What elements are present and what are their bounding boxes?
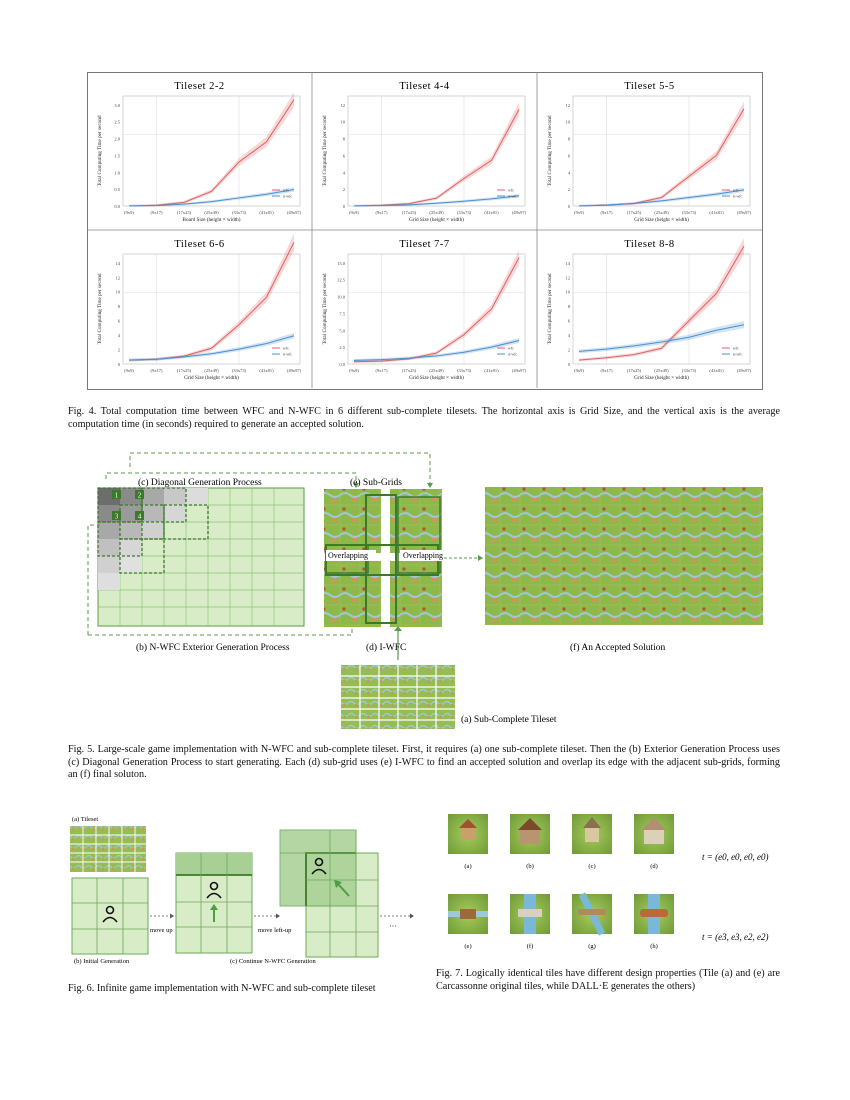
y-tick-label: 0	[117, 362, 120, 367]
y-tick-label: 1.5	[114, 153, 120, 159]
legend-label: wfc	[283, 345, 289, 351]
legend-label: wfc	[733, 345, 739, 351]
y-tick-label: 14	[115, 260, 120, 266]
formula-top: t = (e0, e0, e0, e0)	[702, 852, 769, 862]
chart-title: Tileset 6-6	[174, 239, 225, 250]
subgrids-label: (e) Sub-Grids	[350, 478, 402, 488]
y-tick-label: 8	[342, 136, 345, 142]
continue-label: (c) Continue N-WFC Generation	[230, 958, 316, 965]
initial-label: (b) Initial Generation	[74, 958, 130, 965]
fig7-diagram	[440, 808, 780, 958]
label-e: (e)	[464, 943, 472, 950]
tile-g	[572, 894, 612, 934]
legend-label: wfc	[283, 187, 289, 193]
y-tick-label: 2.0	[114, 136, 120, 142]
x-tick-label: (41x81)	[709, 210, 724, 215]
fig4-charts	[87, 72, 763, 390]
tile-c	[572, 814, 612, 854]
y-tick-label: 12	[565, 102, 570, 108]
y-tick-label: 12	[340, 102, 345, 108]
legend-label: n-wfc	[508, 193, 518, 199]
x-tick-label: (33x73)	[231, 210, 247, 215]
y-tick-label: 2	[567, 347, 570, 353]
overlap-label-left: Overlapping	[328, 551, 368, 560]
x-tick-label: (33x73)	[231, 368, 247, 373]
x-tick-label: (9x17)	[150, 210, 163, 215]
x-tick-label: (25x49)	[204, 210, 219, 215]
y-tick-label: 6	[342, 153, 345, 159]
x-tick-label: (9x17)	[600, 368, 613, 373]
x-tick-label: (9x9)	[574, 210, 584, 215]
y-tick-label: 0	[342, 204, 345, 209]
y-tick-label: 8	[567, 136, 570, 142]
y-tick-label: 6	[567, 153, 570, 159]
y-tick-label: 14	[565, 260, 570, 266]
x-tick-label: (9x17)	[375, 368, 388, 373]
initial-grid	[72, 878, 148, 954]
y-axis-label: Total Computing Time per second	[322, 273, 328, 345]
x-tick-label: (25x49)	[429, 210, 444, 215]
accepted-label: (f) An Accepted Solution	[570, 643, 666, 653]
legend-label: n-wfc	[283, 193, 293, 199]
fig5-diagram	[60, 445, 780, 735]
legend-label: n-wfc	[283, 351, 293, 357]
x-tick-label: (9x9)	[574, 368, 584, 373]
tileset-label-6: (a) Tileset	[72, 816, 99, 823]
x-tick-label: (9x17)	[375, 210, 388, 215]
y-tick-label: 10	[565, 119, 570, 125]
legend-label: n-wfc	[733, 351, 743, 357]
formula-bottom: t = (e3, e3, e2, e2)	[702, 932, 769, 942]
x-axis-label: Grid Size (height × width)	[184, 375, 239, 381]
moved-up-grid	[176, 853, 252, 953]
x-tick-label: (49x97)	[736, 210, 752, 215]
y-tick-label: 2	[567, 187, 570, 193]
x-tick-label: (41x81)	[259, 368, 274, 373]
x-tick-label: (9x17)	[600, 210, 613, 215]
iwfc-label: (d) I-WFC	[366, 643, 407, 653]
x-tick-label: (9x9)	[124, 368, 134, 373]
x-tick-label: (17x25)	[401, 210, 417, 215]
label-f: (f)	[526, 943, 534, 950]
label-c: (c)	[588, 863, 596, 870]
y-tick-label: 5.0	[339, 328, 345, 334]
x-tick-label: (17x25)	[401, 368, 417, 373]
tile-f	[510, 894, 550, 934]
x-axis-label: Grid Size (height × width)	[409, 217, 464, 223]
y-axis-label: Total Computing Time per second	[322, 115, 328, 187]
x-tick-label: (9x17)	[150, 368, 163, 373]
label-a: (a)	[464, 863, 472, 870]
x-tick-label: (33x73)	[456, 368, 472, 373]
y-tick-label: 2.5	[339, 345, 345, 351]
x-tick-label: (33x73)	[681, 210, 697, 215]
x-tick-label: (33x73)	[681, 368, 697, 373]
y-tick-label: 6	[567, 318, 570, 324]
y-tick-label: 0.5	[114, 187, 120, 193]
y-tick-label: 1.0	[114, 170, 120, 176]
x-tick-label: (41x81)	[259, 210, 274, 215]
accepted-solution-image	[485, 487, 763, 625]
y-tick-label: 12	[565, 275, 570, 281]
x-tick-label: (25x49)	[429, 368, 444, 373]
ellipsis: ···	[389, 922, 397, 931]
x-tick-label: (17x25)	[626, 210, 642, 215]
moved-left-up-grid	[280, 830, 378, 957]
x-axis-label: Grid Size (height × width)	[634, 375, 689, 381]
x-tick-label: (17x25)	[176, 210, 192, 215]
y-tick-label: 0	[567, 204, 570, 209]
x-tick-label: (49x97)	[286, 368, 302, 373]
y-tick-label: 7.5	[339, 311, 345, 317]
x-axis-label: Grid Size (height × width)	[634, 217, 689, 223]
nwfc-grid	[98, 488, 304, 626]
label-g: (g)	[588, 943, 596, 950]
diag-label: (c) Diagonal Generation Process	[138, 478, 262, 488]
chart-4	[87, 230, 312, 381]
chart-6	[537, 230, 762, 388]
x-tick-label: (17x25)	[176, 368, 192, 373]
label-h: (h)	[650, 943, 658, 950]
order-mark-2: 2	[137, 491, 142, 500]
move-up-label: move up	[150, 927, 173, 934]
chart-title: Tileset 7-7	[399, 239, 450, 250]
y-axis-label: Total Computing Time per second	[97, 273, 103, 345]
x-tick-label: (33x73)	[456, 210, 472, 215]
x-tick-label: (41x81)	[484, 368, 499, 373]
y-axis-label: Total Computing Time per second	[547, 273, 553, 345]
y-tick-label: 15.0	[337, 260, 345, 266]
x-tick-label: (25x49)	[654, 368, 669, 373]
y-tick-label: 8	[567, 304, 570, 310]
y-tick-label: 0	[567, 362, 570, 367]
fig6-caption: Fig. 6. Infinite game implementation with N-WFC and sub-complete tileset	[68, 983, 376, 994]
y-tick-label: 12	[115, 275, 120, 281]
y-tick-label: 10	[115, 289, 120, 295]
x-tick-label: (17x25)	[626, 368, 642, 373]
y-tick-label: 12.5	[337, 277, 345, 283]
chart-5	[312, 230, 537, 388]
tileset-label: (a) Sub-Complete Tileset	[461, 715, 557, 725]
legend-label: n-wfc	[733, 193, 743, 199]
tile-b	[510, 814, 550, 854]
y-tick-label: 10.0	[337, 294, 345, 300]
x-tick-label: (49x97)	[736, 368, 752, 373]
label-d: (d)	[650, 863, 658, 870]
y-tick-label: 4	[117, 333, 120, 339]
overlap-label-right: Overlapping	[403, 551, 443, 560]
y-tick-label: 6	[117, 318, 120, 324]
fig5-caption: Fig. 5. Large-scale game implementation with N-WFC and sub-complete tileset. First, it requires (a) one sub-complete tileset. Then the (b) Exterior Generation Process uses (c) Diagonal Generation Process to start generating. Each (d) sub-grid uses (e) I-WFC to find an accepted solution and overlap its edge with the adjacent sub-grids, forming an (f) final soluton.	[68, 744, 780, 781]
x-tick-label: (49x97)	[511, 210, 527, 215]
x-tick-label: (41x81)	[709, 368, 724, 373]
y-tick-label: 4	[567, 170, 570, 176]
legend-label: wfc	[733, 187, 739, 193]
x-tick-label: (25x49)	[204, 368, 219, 373]
x-tick-label: (41x81)	[484, 210, 499, 215]
tile-h	[634, 894, 674, 934]
order-mark-1: 1	[114, 491, 119, 500]
y-axis-label: Total Computing Time per second	[547, 115, 553, 187]
fig4-caption: Fig. 4. Total computation time between WFC and N-WFC in 6 different sub-complete tilesets. The horizontal axis is Grid Size, and the vertical axis is the average computation time (in seconds) required to generate an accepted solution.	[68, 406, 780, 430]
y-tick-label: 4	[567, 333, 570, 339]
x-tick-label: (49x97)	[511, 368, 527, 373]
fig6-diagram	[66, 812, 426, 972]
legend-label: n-wfc	[508, 351, 518, 357]
y-tick-label: 4	[342, 170, 345, 176]
y-tick-label: 8	[117, 304, 120, 310]
x-tick-label: (25x49)	[654, 210, 669, 215]
y-tick-label: 10	[340, 119, 345, 125]
chart-title: Tileset 5-5	[624, 81, 675, 92]
chart-title: Tileset 8-8	[624, 239, 675, 250]
y-tick-label: 0.0	[339, 362, 345, 367]
legend-label: wfc	[508, 345, 514, 351]
chart-1	[97, 81, 302, 223]
y-tick-label: 10	[565, 289, 570, 295]
x-axis-label: Board Size (height × width)	[182, 217, 241, 223]
y-axis-label: Total Computing Time per second	[97, 115, 103, 187]
y-tick-label: 2	[117, 347, 120, 353]
move-left-up-label: move left-up	[258, 927, 292, 934]
x-tick-label: (9x9)	[349, 368, 359, 373]
fig7-caption: Fig. 7. Logically identical tiles have different design properties (Tile (a) and (e) are Carcassonne original tiles, while DALL·E generates the others)	[436, 968, 780, 992]
legend-label: wfc	[508, 187, 514, 193]
tile-e	[448, 894, 488, 934]
y-tick-label: 0.0	[114, 204, 120, 209]
ext-label: (b) N-WFC Exterior Generation Process	[136, 643, 290, 653]
y-tick-label: 3.0	[114, 102, 120, 108]
tile-a	[448, 814, 488, 854]
chart-title: Tileset 4-4	[399, 81, 450, 92]
chart-3	[537, 72, 752, 230]
chart-title: Tileset 2-2	[174, 81, 225, 92]
tile-d	[634, 814, 674, 854]
x-tick-label: (9x9)	[124, 210, 134, 215]
label-b: (b)	[526, 863, 534, 870]
y-tick-label: 2	[342, 187, 345, 193]
x-axis-label: Grid Size (height × width)	[409, 375, 464, 381]
y-tick-label: 2.5	[114, 119, 120, 125]
order-mark-4: 4	[137, 512, 142, 521]
chart-2	[312, 72, 527, 230]
x-tick-label: (49x97)	[286, 210, 302, 215]
x-tick-label: (9x9)	[349, 210, 359, 215]
order-mark-3: 3	[114, 512, 119, 521]
